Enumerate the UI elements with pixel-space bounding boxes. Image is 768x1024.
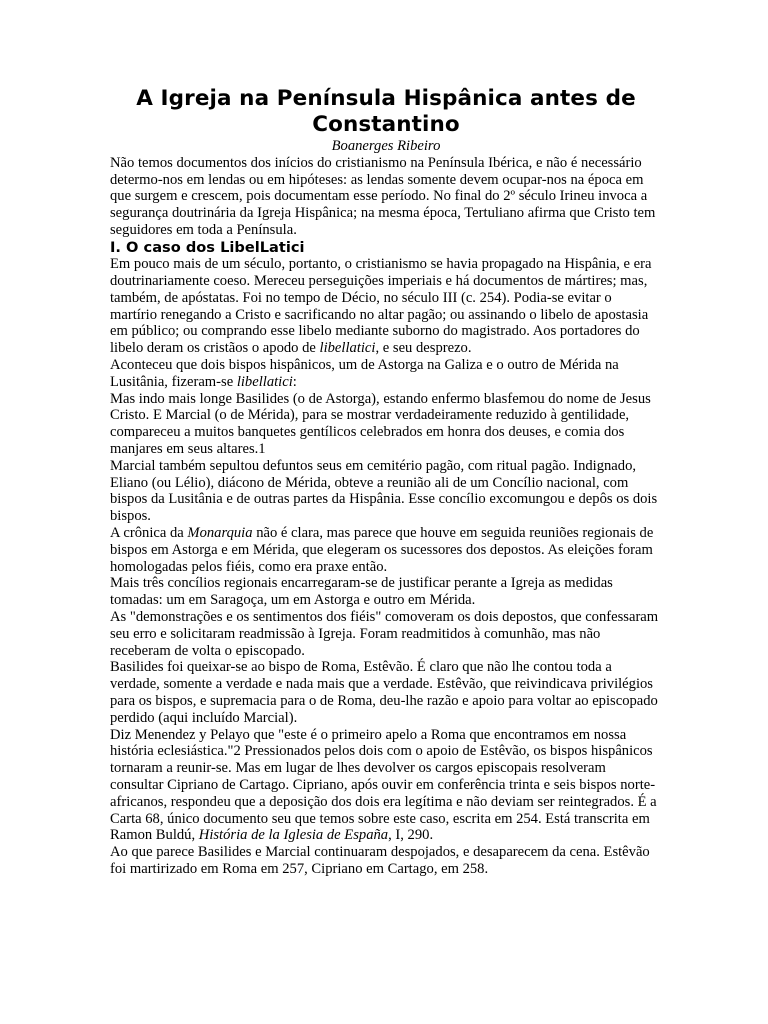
paragraph-10: Ao que parece Basilides e Marcial continuaram despojados, e desaparecem da cena. Estêvão foi martirizado em Roma em 257, Cipriano em Cartago, em 258. — [110, 844, 650, 877]
paragraph-3: Mas indo mais longe Basilides (o de Astorga), estando enfermo blasfemou do nome de Jesus Cristo. E Marcial (o de Mérida), para se mostrar verdadeiramente reduzido à gentilidade, compareceu a muitos banquetes gentílicos celebrados em honra dos deuses, e comia dos manjares em seus altares.1 — [110, 390, 651, 458]
paragraph-9-italic-citation: História de la Iglesia de España — [198, 827, 389, 844]
document-title: A Igreja na Península Hispânica antes de Constantino — [136, 86, 636, 137]
paragraph-1-italic-term: libellatici — [319, 340, 376, 357]
paragraph-9-text-a: Diz Menendez y Pelayo que "este é o primeiro apelo a Roma que encontramos em nossa história eclesiástica."2 Pressionados pelos dois com o apoio de Estêvão, os bispos hispânicos tornaram a reunir-se. Mas em lugar de lhes devolver os cargos episcopais resolveram consultar Cipriano de Cartago. Cipriano, após ouvir em conferência trinta e seis bispos norte-africanos, respondeu que a deposição dos dois era legítima e não deviam ser reintegrados. É a Carta 68, único documento seu que temos sobre este caso, escrita em 254. Está transcrita em Ramon Buldú, — [110, 726, 657, 844]
paragraph-5-text-a: A crônica da — [110, 525, 188, 542]
intro-paragraph: Não temos documentos dos inícios do cristianismo na Península Ibérica, e não é necessário determo-nos em lendas ou em hipóteses: as lendas somente devem ocupar-nos na época em que surgem e crescem, pois documentam esse período. No final do 2º século Irineu invoca a segurança doutrinária da Igreja Hispânica; na mesma época, Tertuliano afirma que Cristo tem seguidores em toda a Península. — [110, 154, 656, 238]
paragraph-6: Mais três concílios regionais encarregaram-se de justificar perante a Igreja as medidas tomadas: um em Saragoça, um em Astorga e outro em Mérida. — [110, 575, 613, 609]
paragraph-8: Basilides foi queixar-se ao bispo de Roma, Estêvão. É claro que não lhe contou toda a verdade, somente a verdade e nada mais que a verdade. Estêvão, que reivindicava privilégios para os bispos, e supremacia para o de Roma, deu-lhe razão e apoio para voltar ao episcopado perdido (aqui incluído Marcial). — [110, 659, 658, 726]
paragraph-1 — [110, 256, 662, 357]
section-heading: I. O caso dos LibelLatici — [110, 238, 305, 256]
paragraph-9-text-b: , I, 290. — [388, 827, 434, 844]
document-page — [110, 86, 662, 878]
paragraph-2-text-a: Aconteceu que dois bispos hispânicos, um de Astorga na Galiza e o outro de Mérida na Lusitânia, fizeram-se — [110, 357, 619, 390]
paragraph-7: As "demonstrações e os sentimentos dos fiéis" comoveram os dois depostos, que confessaram seu erro e solicitaram readmissão à Igreja. Foram readmitidos à comunhão, mas não receberam de volta o episcopado. — [110, 609, 659, 659]
paragraph-5 — [110, 525, 662, 575]
paragraph-1-text-b: , e seu desprezo. — [375, 340, 472, 357]
paragraph-5-italic-term: Monarquia — [187, 525, 253, 542]
paragraph-1-text-a: Em pouco mais de um século, portanto, o cristianismo se havia propagado na Hispânia, e era doutrinariamente coeso. Mereceu perseguições imperiais e há documentos de mártires; mas, também, de apóstatas. Foi no tempo de Décio, no século III (c. 254). Podia-se evitar o martírio renegando a Cristo e sacrificando no altar pagão; ou assinando o libelo de apostasia em público; ou comprando esse libelo mediante suborno do magistrado. Aos portadores do libelo deram os cristãos o apodo de — [110, 256, 652, 357]
paragraph-2 — [110, 357, 662, 391]
paragraph-2-italic-term: libellatici — [236, 373, 293, 390]
paragraph-9 — [110, 727, 662, 845]
author-byline: Boanerges Ribeiro — [331, 138, 441, 154]
paragraph-5-text-b: não é clara, mas parece que houve em seguida reuniões regionais de bispos em Astorga e em Mérida, que elegeram os sucessores dos depostos. As eleições foram homologadas pelos fiéis, como era praxe então. — [110, 525, 654, 575]
paragraph-2-text-b: : — [292, 373, 297, 390]
paragraph-4: Marcial também sepultou defuntos seus em cemitério pagão, com ritual pagão. Indignado, Eliano (ou Lélio), diácono de Mérida, obteve a reunião ali de um Concílio nacional, com bispos da Lusitânia e de outras partes da Hispânia. Esse concílio excomungou e depôs os dois bispos. — [110, 457, 658, 525]
